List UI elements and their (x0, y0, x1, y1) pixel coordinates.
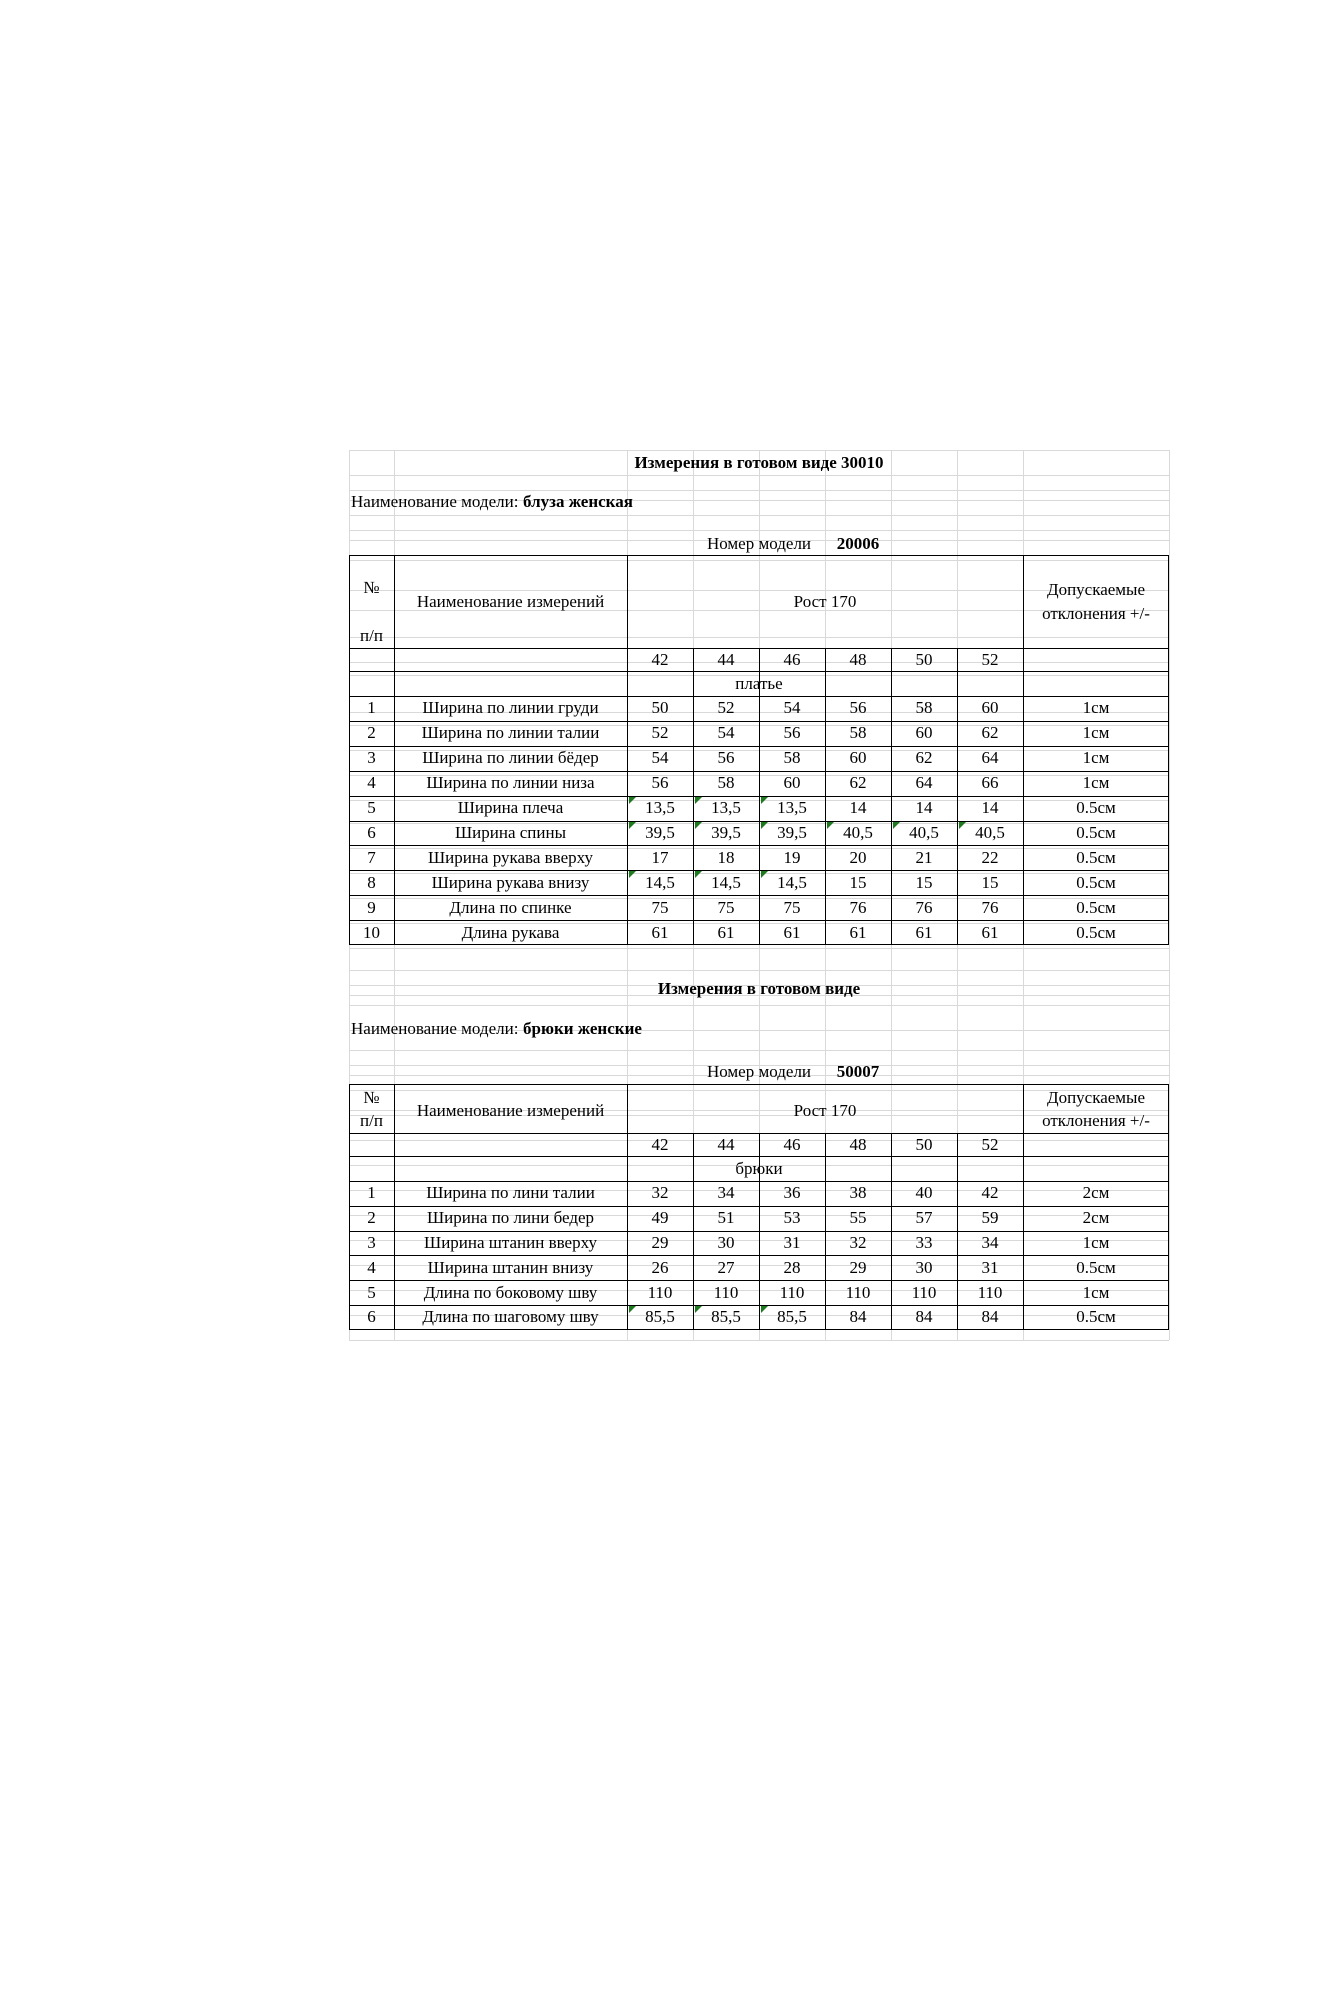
number-as-text-indicator (761, 822, 768, 829)
row-number: 4 (367, 773, 376, 793)
section1-model-label: Наименование модели: (351, 492, 519, 511)
number-as-text-indicator (761, 1306, 768, 1313)
number-as-text-indicator (893, 822, 900, 829)
number-as-text-indicator (959, 822, 966, 829)
measurement-value: 54 (717, 723, 735, 743)
measurement-value: 32 (849, 1233, 867, 1252)
section2-size-label: 52 (981, 1135, 999, 1154)
measurement-value: 40,5 (975, 822, 1005, 842)
row-number: 5 (367, 798, 376, 818)
measurement-value: 60 (915, 723, 933, 743)
measurement-name: Длина по спинке (449, 897, 572, 917)
section1-header-num-top: № (363, 578, 380, 597)
section1-size-label: 50 (915, 650, 933, 669)
measurement-value: 38 (849, 1183, 867, 1203)
measurement-value: 34 (717, 1183, 735, 1203)
measurement-value: 42 (981, 1183, 999, 1203)
measurement-name: Ширина рукава внизу (431, 872, 590, 892)
section1-size-label: 42 (651, 650, 669, 669)
number-as-text-indicator (695, 871, 702, 878)
measurement-value: 30 (915, 1257, 933, 1277)
measurement-value: 14,5 (777, 872, 807, 892)
measurement-value: 39,5 (645, 822, 675, 842)
measurement-value: 54 (651, 748, 669, 768)
tolerance-value: 1см (1082, 1282, 1110, 1302)
measurement-name: Ширина по лини талии (426, 1183, 595, 1203)
measurement-value: 76 (981, 897, 999, 917)
row-number: 6 (367, 822, 376, 842)
measurement-value: 60 (849, 748, 867, 768)
measurement-name: Ширина по линии низа (426, 773, 595, 793)
measurement-value: 15 (981, 872, 999, 892)
row-number: 5 (367, 1282, 376, 1302)
measurement-value: 39,5 (711, 822, 741, 842)
row-number: 9 (367, 897, 376, 917)
row-number: 1 (367, 698, 376, 718)
section1-size-label: 46 (783, 650, 801, 669)
section1-header-tolerance-2: отклонения +/- (1042, 604, 1150, 623)
row-number: 2 (367, 1208, 376, 1228)
section2-model-label: Наименование модели: (351, 1019, 519, 1038)
row-number: 1 (367, 1183, 376, 1203)
measurement-value: 14,5 (645, 872, 675, 892)
grid-row-line (349, 515, 1169, 516)
section1-size-label: 48 (849, 650, 867, 669)
number-as-text-indicator (827, 822, 834, 829)
measurement-value: 15 (849, 872, 867, 892)
measurement-value: 58 (849, 723, 867, 743)
section2-model-number: 50007 (836, 1062, 880, 1081)
measurement-value: 62 (849, 773, 867, 793)
measurement-value: 52 (717, 698, 735, 718)
measurement-name: Длина рукава (461, 922, 560, 942)
measurement-value: 56 (651, 773, 669, 793)
measurement-value: 85,5 (777, 1307, 807, 1327)
measurement-value: 61 (783, 922, 801, 942)
measurement-value: 17 (651, 847, 669, 867)
section2-header-tolerance-2: отклонения +/- (1042, 1111, 1150, 1130)
section2-size-label: 44 (717, 1135, 735, 1154)
measurement-value: 84 (915, 1307, 933, 1327)
measurement-name: Длина по шаговому шву (422, 1307, 599, 1327)
number-as-text-indicator (629, 871, 636, 878)
measurement-value: 55 (849, 1208, 867, 1228)
row-number: 7 (367, 847, 376, 867)
measurement-value: 62 (915, 748, 933, 768)
grid-row-line (349, 475, 1169, 476)
measurement-value: 60 (783, 773, 801, 793)
measurement-value: 58 (717, 773, 735, 793)
number-as-text-indicator (761, 797, 768, 804)
measurement-value: 56 (717, 748, 735, 768)
measurement-value: 62 (981, 723, 999, 743)
measurement-name: Ширина по линии груди (422, 698, 599, 718)
measurement-value: 60 (981, 698, 999, 718)
measurement-value: 14 (981, 798, 999, 818)
tolerance-value: 1см (1082, 748, 1110, 768)
section2-size-label: 42 (651, 1135, 669, 1154)
measurement-value: 110 (713, 1282, 739, 1302)
row-number: 2 (367, 723, 376, 743)
section2-group-label: брюки (735, 1159, 783, 1178)
section2-header-height: Рост 170 (793, 1101, 857, 1120)
measurement-value: 61 (717, 922, 735, 942)
grid-row-line (349, 1050, 1169, 1051)
measurement-value: 27 (717, 1257, 735, 1277)
section2-header-name: Наименование измерений (416, 1101, 605, 1120)
section1-header-name: Наименование измерений (416, 592, 605, 611)
measurement-value: 110 (977, 1282, 1003, 1302)
section1-size-label: 52 (981, 650, 999, 669)
measurement-value: 49 (651, 1208, 669, 1228)
section1-model-number: 20006 (836, 534, 880, 553)
section2-header-num-bottom: п/п (360, 1111, 383, 1130)
section1-group-label: платье (735, 674, 783, 693)
tolerance-value: 1см (1082, 773, 1110, 793)
measurement-value: 40,5 (909, 822, 939, 842)
section1-header-num-bottom: п/п (360, 626, 383, 645)
measurement-value: 58 (915, 698, 933, 718)
tolerance-value: 1см (1082, 698, 1110, 718)
grid-col-line (1169, 450, 1170, 1340)
tolerance-value: 0.5см (1076, 922, 1116, 942)
measurement-value: 66 (981, 773, 999, 793)
row-number: 3 (367, 748, 376, 768)
measurement-value: 51 (717, 1208, 735, 1228)
measurement-name: Ширина по лини бедер (426, 1208, 595, 1228)
measurement-value: 110 (845, 1282, 871, 1302)
measurement-value: 56 (783, 723, 801, 743)
number-as-text-indicator (761, 871, 768, 878)
section1-size-label: 44 (717, 650, 735, 669)
measurement-value: 61 (849, 922, 867, 942)
measurement-value: 40,5 (843, 822, 873, 842)
measurement-value: 39,5 (777, 822, 807, 842)
measurement-value: 58 (783, 748, 801, 768)
grid-row-line (349, 970, 1169, 971)
measurement-value: 22 (981, 847, 999, 867)
measurement-value: 64 (981, 748, 999, 768)
grid-row-line (349, 530, 1169, 531)
tolerance-value: 0.5см (1076, 1307, 1116, 1327)
measurement-value: 14 (849, 798, 867, 818)
section2-model-number-label: Номер модели (706, 1062, 812, 1081)
measurement-value: 20 (849, 847, 867, 867)
measurement-name: Ширина плеча (457, 798, 564, 818)
measurement-value: 40 (915, 1183, 933, 1203)
measurement-value: 14,5 (711, 872, 741, 892)
tolerance-value: 0.5см (1076, 1257, 1116, 1277)
measurement-sheet (349, 450, 1169, 1340)
number-as-text-indicator (629, 822, 636, 829)
measurement-value: 50 (651, 698, 669, 718)
measurement-value: 84 (981, 1307, 999, 1327)
measurement-value: 75 (717, 897, 735, 917)
measurement-value: 110 (647, 1282, 673, 1302)
measurement-value: 32 (651, 1183, 669, 1203)
measurement-value: 28 (783, 1257, 801, 1277)
measurement-name: Длина по боковому шву (423, 1282, 598, 1302)
section1-title: Измерения в готовом виде 30010 (634, 453, 884, 472)
measurement-value: 29 (849, 1257, 867, 1277)
measurement-value: 110 (779, 1282, 805, 1302)
measurement-value: 57 (915, 1208, 933, 1228)
measurement-value: 61 (981, 922, 999, 942)
tolerance-value: 0.5см (1076, 847, 1116, 867)
measurement-value: 13,5 (645, 798, 675, 818)
measurement-value: 18 (717, 847, 735, 867)
section2-header-num-top: № (363, 1088, 380, 1107)
tolerance-value: 0.5см (1076, 822, 1116, 842)
measurement-value: 54 (783, 698, 801, 718)
measurement-name: Ширина штанин вверху (424, 1233, 597, 1252)
measurement-value: 53 (783, 1208, 801, 1228)
measurement-name: Ширина по линии талии (421, 723, 600, 743)
section2-header-tolerance-1: Допускаемые (1046, 1088, 1146, 1107)
measurement-value: 110 (911, 1282, 937, 1302)
row-number: 6 (367, 1307, 376, 1327)
measurement-value: 61 (651, 922, 669, 942)
measurement-value: 36 (783, 1183, 801, 1203)
section1-header-tolerance-1: Допускаемые (1046, 580, 1146, 599)
section2-size-label: 46 (783, 1135, 801, 1154)
measurement-value: 56 (849, 698, 867, 718)
grid-row-line (349, 948, 1169, 949)
row-number: 8 (367, 872, 376, 892)
measurement-name: Ширина спины (455, 822, 566, 842)
measurement-value: 59 (981, 1208, 999, 1228)
number-as-text-indicator (695, 797, 702, 804)
section2-size-label: 48 (849, 1135, 867, 1154)
measurement-name: Ширина штанин внизу (427, 1257, 594, 1277)
tolerance-value: 1см (1082, 1233, 1110, 1252)
section2-size-label: 50 (915, 1135, 933, 1154)
measurement-value: 75 (651, 897, 669, 917)
measurement-value: 13,5 (711, 798, 741, 818)
measurement-value: 61 (915, 922, 933, 942)
measurement-value: 15 (915, 872, 933, 892)
row-number: 10 (363, 922, 380, 942)
measurement-value: 52 (651, 723, 669, 743)
section2-title: Измерения в готовом виде (657, 979, 861, 998)
measurement-name: Ширина рукава вверху (427, 847, 593, 867)
number-as-text-indicator (629, 797, 636, 804)
measurement-value: 21 (915, 847, 933, 867)
tolerance-value: 0.5см (1076, 798, 1116, 818)
grid-row-line (349, 1340, 1169, 1341)
measurement-value: 85,5 (645, 1307, 675, 1327)
measurement-value: 85,5 (711, 1307, 741, 1327)
measurement-value: 64 (915, 773, 933, 793)
measurement-value: 14 (915, 798, 933, 818)
section2-model-name: брюки женские (523, 1019, 642, 1038)
measurement-value: 75 (783, 897, 801, 917)
tolerance-value: 1см (1082, 723, 1110, 743)
measurement-value: 31 (981, 1257, 999, 1277)
tolerance-value: 2см (1082, 1183, 1110, 1203)
number-as-text-indicator (695, 1306, 702, 1313)
tolerance-value: 2см (1082, 1208, 1110, 1228)
section1-model-number-label: Номер модели (706, 534, 812, 553)
measurement-name: Ширина по линии бёдер (422, 748, 599, 768)
grid-row-line (349, 1005, 1169, 1006)
section1-model-name: блуза женская (523, 492, 633, 511)
row-number: 4 (367, 1257, 376, 1277)
tolerance-value: 0.5см (1076, 872, 1116, 892)
measurement-value: 84 (849, 1307, 867, 1327)
measurement-value: 19 (783, 847, 801, 867)
tolerance-value: 0.5см (1076, 897, 1116, 917)
number-as-text-indicator (629, 1306, 636, 1313)
measurement-value: 26 (651, 1257, 669, 1277)
measurement-value: 76 (915, 897, 933, 917)
measurement-value: 33 (915, 1233, 933, 1252)
measurement-value: 30 (717, 1233, 735, 1252)
number-as-text-indicator (695, 822, 702, 829)
measurement-value: 13,5 (777, 798, 807, 818)
measurement-value: 29 (651, 1233, 669, 1252)
row-number: 3 (367, 1233, 376, 1252)
measurement-value: 76 (849, 897, 867, 917)
measurement-value: 34 (981, 1233, 999, 1252)
measurement-value: 31 (783, 1233, 801, 1252)
section1-header-height: Рост 170 (793, 592, 857, 611)
